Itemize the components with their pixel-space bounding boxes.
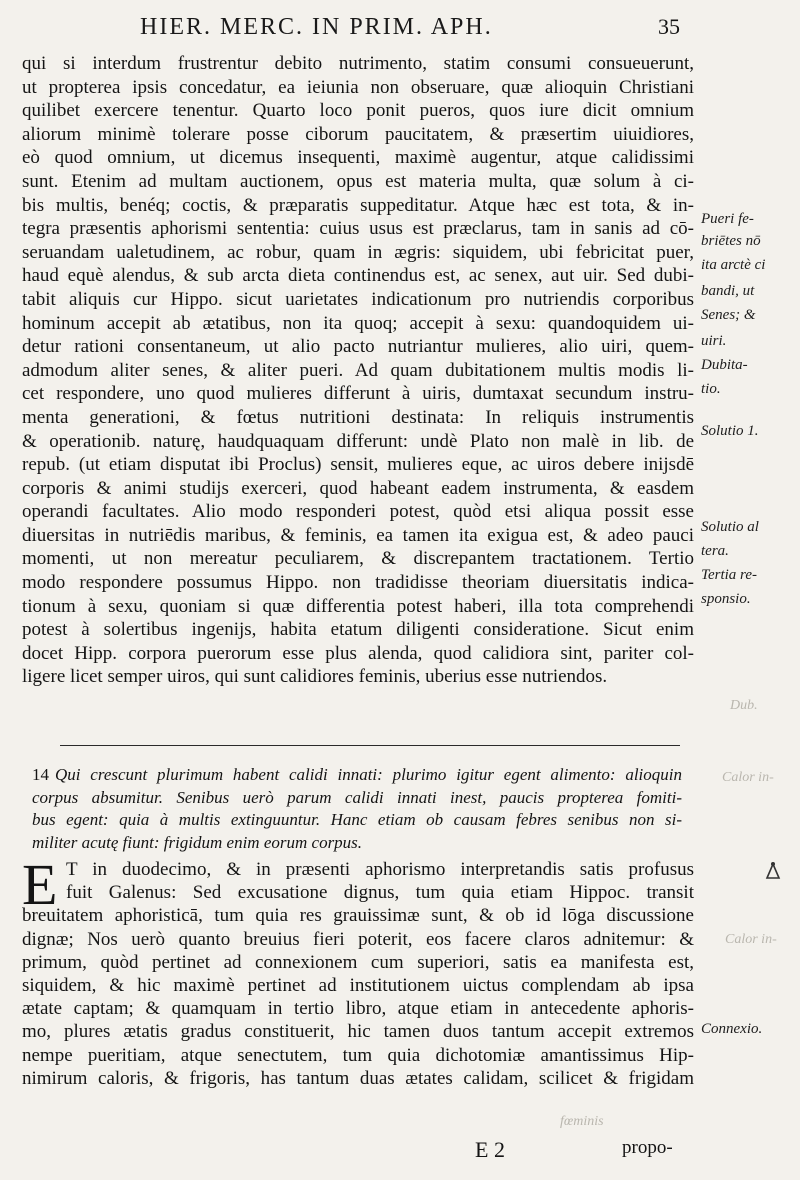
- bleed-through-text: Calor in-: [722, 770, 774, 785]
- text-line: cet respondere, uno quod mulieres differunt à uiris, dumtaxat secundum instru-: [22, 383, 694, 405]
- commentary-line: dignæ; Nos uerò quanto breuius fieri poterit, eos facere claros adnitemur: &: [22, 928, 694, 950]
- text-line: quilibet exercere tenentur. Quarto loco ponit pueros, quos iure dicit omnium: [22, 100, 694, 122]
- commentary-line: primum, quòd pertinet ad connexionem cum superiori, satis ea manifesta est,: [22, 951, 694, 973]
- aphorism-number: 14: [32, 765, 49, 784]
- manicule-mark-icon: [765, 860, 781, 880]
- aphorism-line: [32, 764, 682, 787]
- aphorism-line: corpus absumitur. Senibus uerò parum calidi innati inest, paucis propterea fomiti-: [32, 787, 682, 807]
- margin-note: ita arctè ci: [701, 257, 766, 273]
- text-line: menta generationi, & fœtus nutritioni destinata: In reliquis instrumentis: [22, 406, 694, 428]
- text-line: ut propterea ipsis concedatur, ea ieiunia non obseruare, quæ alioquin Christiani: [22, 76, 694, 98]
- bleed-through-text: fœminis: [560, 1114, 604, 1129]
- text-line: modo respondere possumus Hippo. non tradidisse theoriam diuersitatis indica-: [22, 572, 694, 594]
- section-rule: [60, 745, 680, 746]
- margin-note: sponsio.: [701, 591, 751, 607]
- text-line: potest à solertibus ingenijs, habita etatum diligenti consideratione. Sicut enim: [22, 619, 694, 641]
- margin-note: Dubita-: [701, 357, 748, 373]
- text-line: docet Hipp. corpora puerorum esse plus alenda, quod calidiora sint, pariter col-: [22, 642, 694, 664]
- main-text-block: [22, 52, 694, 689]
- running-head: HIER. MERC. IN PRIM. APH.: [140, 14, 493, 40]
- margin-note: tera.: [701, 543, 729, 559]
- commentary-line: mo, plures ætatis gradus constituerit, hic tamen duos tantum accepit extremos: [22, 1021, 694, 1043]
- commentary-line: siquidem, & hic maximè pertinet ad institutionem uictus complendam ab ipsa: [22, 974, 694, 996]
- text-line: qui si interdum frustrentur debito nutrimento, statim consumi consueuerunt,: [22, 53, 694, 74]
- signature-mark: E 2: [475, 1137, 505, 1162]
- commentary-line: nimirum caloris, & frigoris, has tantum duas ætates calidam, scilicet & frigidam: [22, 1067, 694, 1089]
- margin-note: Senes; &: [701, 307, 756, 323]
- text-line: diuersitas in nutriēdis maribus, & feminis, ea tamen ita exigua est, & adeo pauci: [22, 524, 694, 546]
- text-line: ligere licet semper uiros, qui sunt calidiores feminis, uberius esse nutriendos.: [22, 666, 608, 688]
- aphorism-line: militer acutę fiunt: frigidum enim eorum corpus.: [32, 832, 363, 852]
- text-line: aliorum minimè tolerare posse ciborum paucitatem, & præsertim uiuidiores,: [22, 123, 694, 145]
- folio-number: 35: [658, 14, 680, 39]
- margin-note: Tertia re-: [701, 567, 757, 583]
- text-line: & operationib. naturę, haudquaquam differunt: undè Plato non malè in lib. de: [22, 430, 694, 452]
- text-line: admodum aliter senes, & aliter pueri. Ad quam dubitationem multis modis li-: [22, 359, 694, 381]
- commentary-line: ætate captam; & quamquam in tertio libro, atque etiam in antecedente aphoris-: [22, 998, 694, 1020]
- margin-note: tio.: [701, 381, 721, 397]
- text-line: tionum à sexu, quoniam si quæ differentia potest haberi, illa tota comprehendi: [22, 595, 694, 617]
- text-line: hominum accepit ab ætatibus, non ita quoq; accepit à sexu: quandoquidem ui-: [22, 312, 694, 334]
- text-line: seruandam ualetudinem, ac robur, quam in ægris: siquidem, ubi febricitat puer,: [22, 241, 694, 263]
- margin-note: Solutio al: [701, 519, 759, 535]
- catchword: propo-: [622, 1137, 673, 1158]
- commentary-line: T in duodecimo, & in præsenti aphorismo interpretandis satis profusus: [66, 859, 694, 880]
- aphorism-text: Qui crescunt plurimum habent calidi innati: plurimo igitur egent alimento: alioquin: [55, 765, 682, 784]
- bleed-through-text: Dub.: [730, 698, 758, 713]
- text-line: bis multis, benéq; coctis, & præparatis suppeditatur. Atque hæc est tota, & in-: [22, 194, 694, 216]
- aphorism-line: bus egent: quia à multis extinguuntur. Hanc etiam ob causam febres senibus non si-: [32, 810, 682, 829]
- text-line: tegra præsentis aphorismi sententia: cuius usus est præclarus, tam in sanis ad cō-: [22, 218, 694, 240]
- margin-note: bandi, ut: [701, 283, 755, 299]
- commentary-line: nempe pueritiam, atque senectutem, tum quia dichotomiæ amantissimus Hip-: [22, 1044, 694, 1066]
- bleed-through-text: Calor in-: [725, 932, 777, 947]
- margin-note: Connexio.: [701, 1021, 763, 1037]
- text-line: haud equè alendus, & sub arcta dieta continendus est, ac senex, aut uir. Sed dubi-: [22, 265, 694, 287]
- commentary-block: [22, 852, 694, 1090]
- drop-cap: E: [22, 852, 58, 917]
- text-line: tabit aliquis cur Hippo. sicut uarietates indicationum pro nutriendis corporibus: [22, 288, 694, 310]
- text-line: eò quod omnium, ut dicemus insequenti, maximè augentur, atque calidissimi: [22, 147, 694, 169]
- text-line: sunt. Etenim ad multam auctionem, opus est materia multa, quæ solum à ci-: [22, 170, 694, 192]
- text-line: corporis & animi studijs exerceri, quod habeant eadem instrumenta, & easdem: [22, 477, 694, 499]
- margin-note: Pueri fe-: [701, 211, 754, 227]
- aphorism-block: [32, 764, 682, 854]
- commentary-line: breuitatem aphoristicā, tum quia res grauissimæ sunt, & ob id lōga discussione: [22, 905, 694, 927]
- margin-note: uiri.: [701, 333, 727, 349]
- text-line: detur rationi consentaneum, ut alio pacto nutriantur mulieres, alio uiri, quem-: [22, 336, 694, 358]
- margin-note: Solutio 1.: [701, 423, 759, 439]
- text-line: repub. (ut etiam disputat ibi Proclus) sensit, mulieres eque, ac uiros debere inijsdē: [22, 454, 694, 476]
- text-line: momenti, ut non mereatur peculiarem, & discrepantem tractationem. Tertio: [22, 548, 694, 570]
- text-line: operandi facultates. Alio modo responderi potest, quòd etsi aliqua possit esse: [22, 501, 694, 523]
- margin-note: briētes nō: [701, 233, 761, 249]
- commentary-line: fuit Galenus: Sed excusatione dignus, tum quia etiam Hippoc. transit: [66, 882, 694, 904]
